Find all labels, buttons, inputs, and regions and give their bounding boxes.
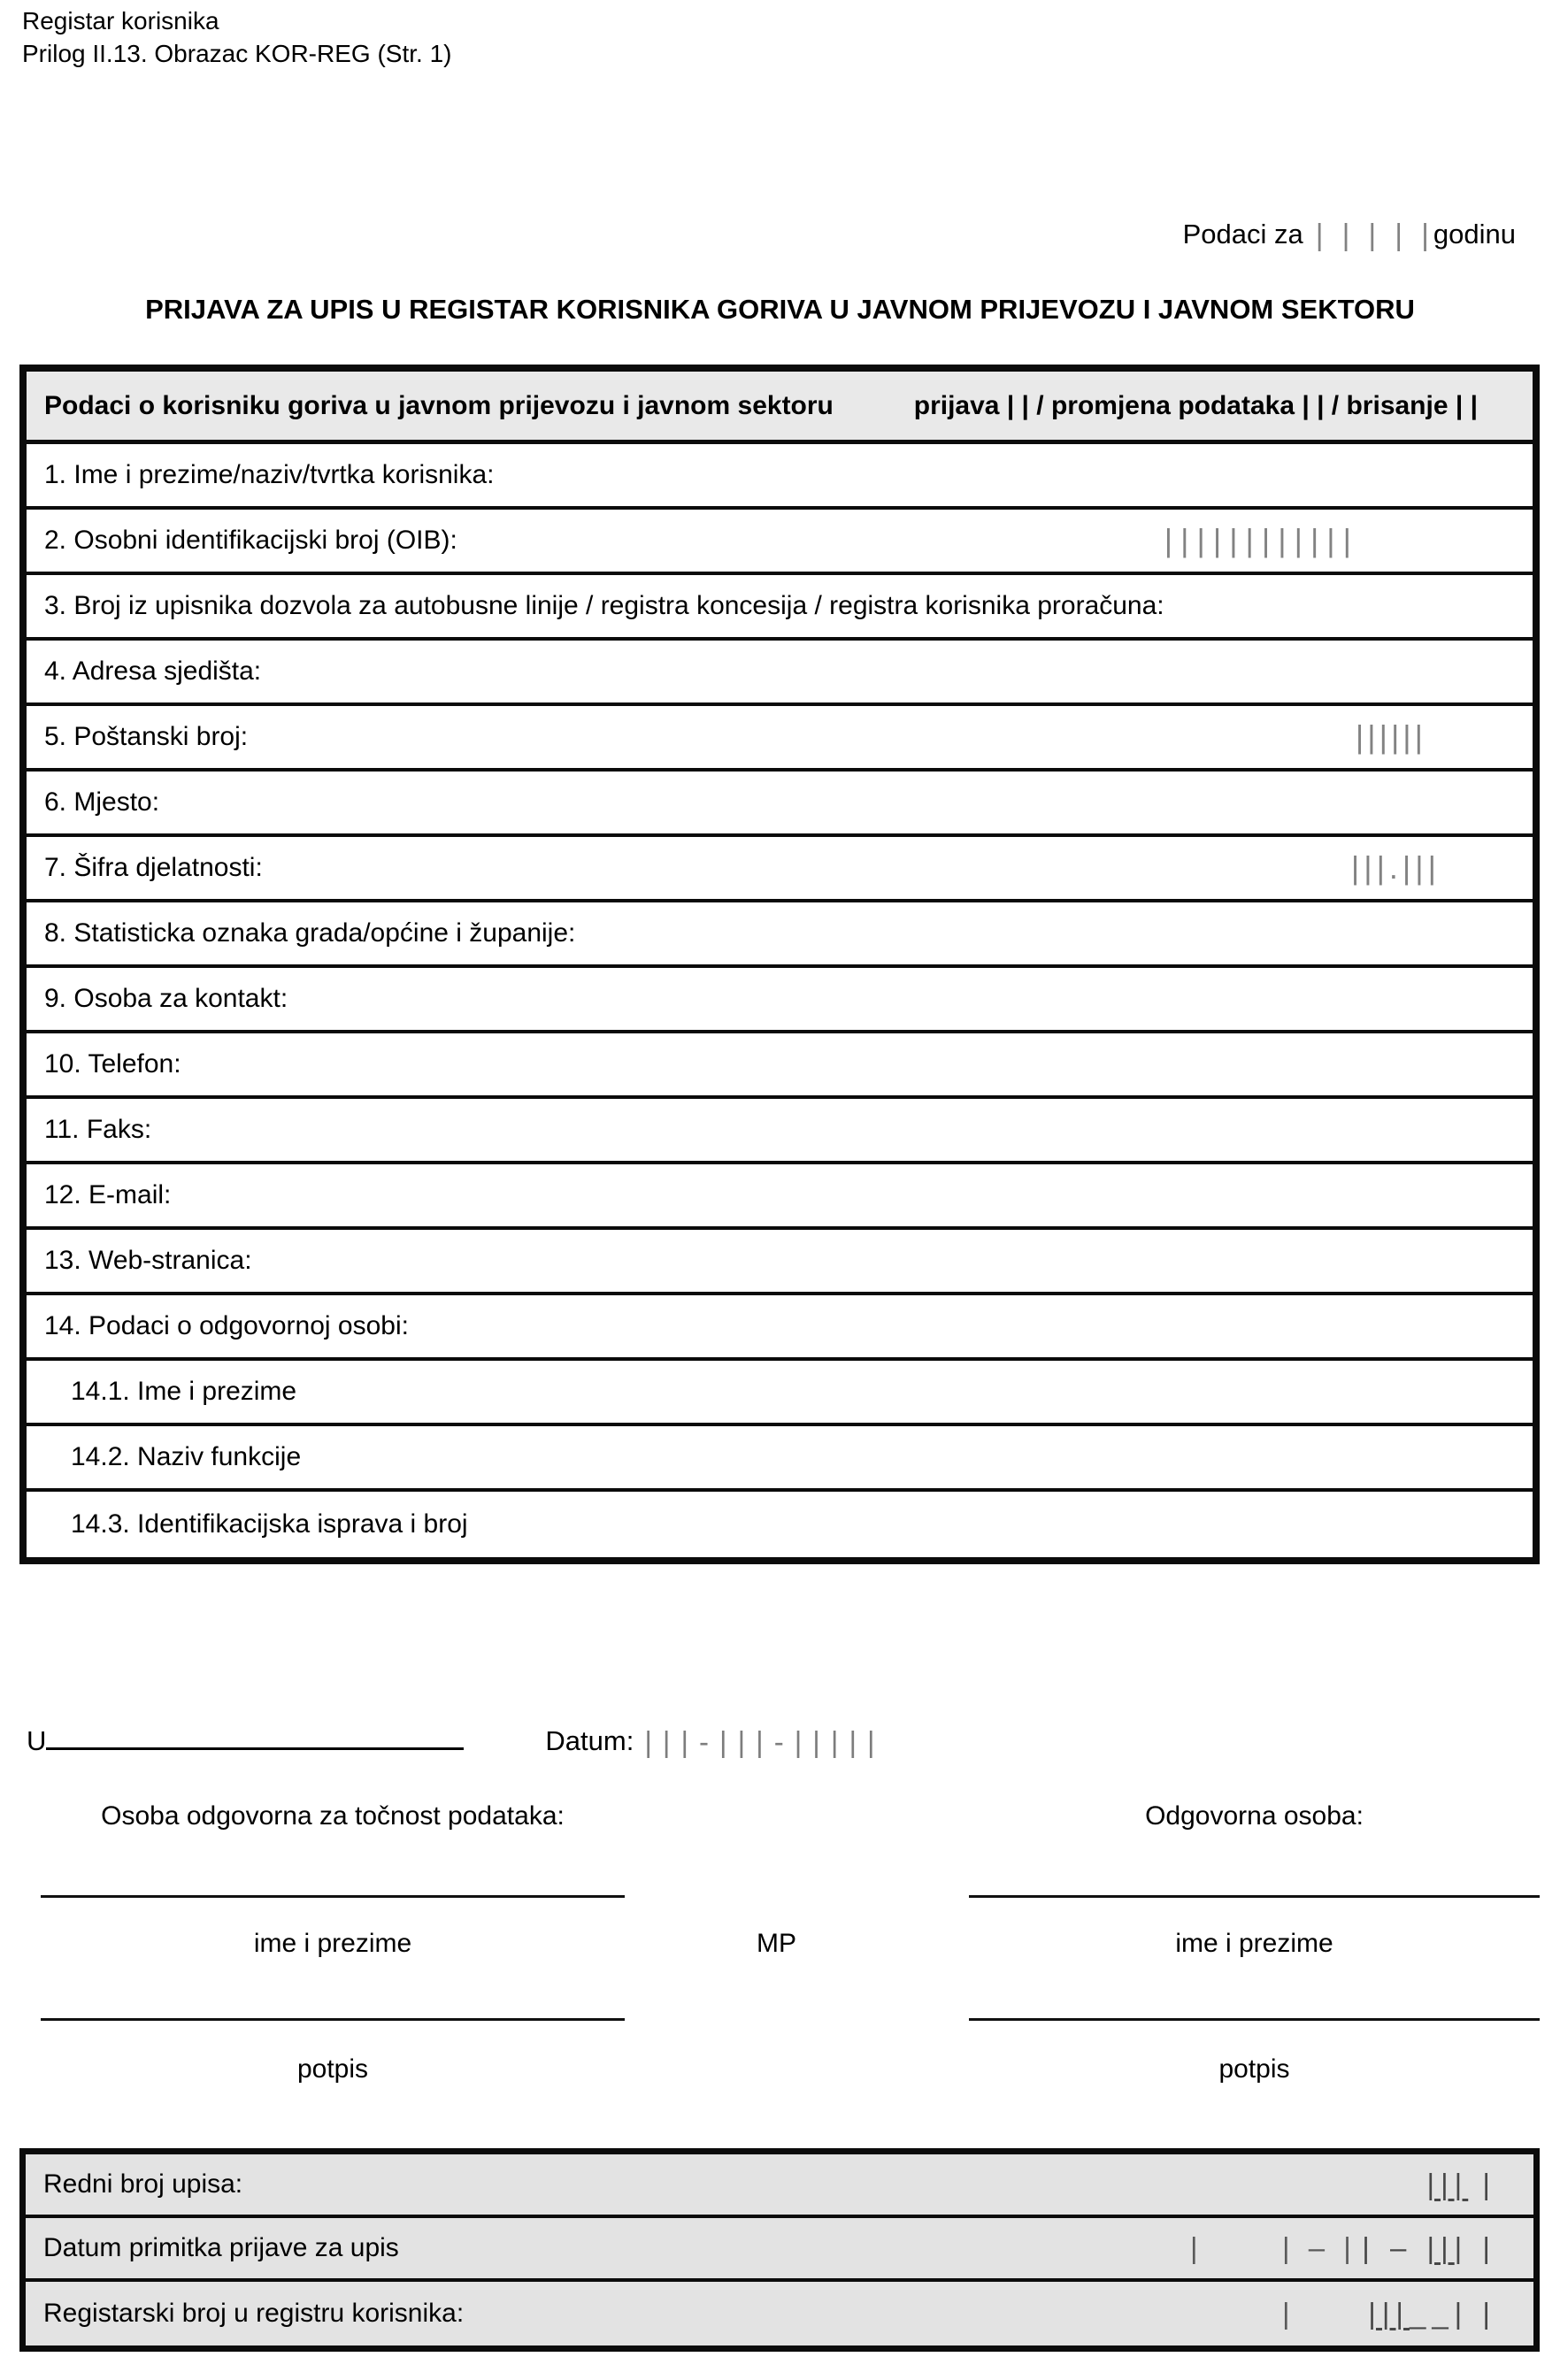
row-label-odgovorna-osoba: 14. Podaci o odgovornoj osobi:	[44, 1311, 409, 1340]
office-row-registarski-broj	[26, 2282, 1533, 2345]
responsible-person-heading: Odgovorna osoba:	[1145, 1801, 1364, 1831]
office-use-table	[19, 2148, 1540, 2352]
row-label-ime-naziv: 1. Ime i prezime/naziv/tvrtka korisnika:	[44, 460, 495, 489]
digit-boxes-sifra-djelatnosti: |||.|||	[1350, 849, 1441, 886]
place-date-line	[27, 1721, 886, 1759]
office-row-redni-broj-upisa	[26, 2154, 1533, 2218]
row-odgovorna-osoba	[27, 1295, 1533, 1361]
office-row-label-redni-broj-upisa: Redni broj upisa:	[43, 2169, 243, 2199]
row-osoba-za-kontakt	[27, 968, 1533, 1033]
year-line-suffix: godinu	[1433, 219, 1516, 250]
main-table-header-left: Podaci o korisniku goriva u javnom prijevozu i javnom sektoru	[44, 390, 834, 420]
row-broj-upisnika	[27, 575, 1533, 641]
office-boxes-mid2-registarski-broj: |	[1282, 2297, 1295, 2330]
row-ime-i-prezime	[27, 1361, 1533, 1426]
row-mjesto	[27, 772, 1533, 837]
main-table-header-right: prijava | | / promjena podataka | | / brisanje | |	[913, 390, 1478, 420]
place-prefix: U	[27, 1725, 47, 1756]
main-table	[19, 365, 1540, 1564]
row-oib	[27, 510, 1533, 575]
office-boxes-registarski-broj: |||__| |	[1368, 2297, 1496, 2330]
row-sifra-djelatnosti	[27, 837, 1533, 902]
row-label-statisticka-oznaka: 8. Statisticka oznaka grada/općine i županije:	[44, 918, 576, 948]
row-label-mjesto: 6. Mjesto:	[44, 787, 160, 817]
office-row-label-registarski-broj: Registarski broj u registru korisnika:	[43, 2299, 465, 2328]
row-label-naziv-funkcije: 14.2. Naziv funkcije	[71, 1442, 302, 1471]
row-label-oib: 2. Osobni identifikacijski broj (OIB):	[44, 526, 457, 555]
row-label-postanski-broj: 5. Poštanski broj:	[44, 722, 249, 751]
digit-boxes-oib: ||||||||||||	[1164, 522, 1359, 558]
office-use-table-rows	[26, 2154, 1533, 2345]
digit-boxes-postanski-broj: ||||||	[1355, 718, 1426, 755]
document-note	[22, 5, 451, 71]
row-email	[27, 1164, 1533, 1230]
row-telefon	[27, 1033, 1533, 1099]
note-line-prilog: Prilog II.13. Obrazac KOR-REG (Str. 1)	[22, 39, 452, 67]
row-label-identifikacijska-isprava: 14.3. Identifikacijska isprava i broj	[71, 1509, 468, 1539]
row-ime-naziv	[27, 444, 1533, 510]
date-digit-boxes: |||-|||-|||||	[644, 1725, 886, 1758]
row-naziv-funkcije	[27, 1426, 1533, 1492]
row-label-faks: 11. Faks:	[44, 1115, 152, 1144]
name-signature-line-left	[41, 1895, 625, 1898]
row-postanski-broj	[27, 706, 1533, 772]
row-label-sifra-djelatnosti: 7. Šifra djelatnosti:	[44, 853, 263, 882]
row-statisticka-oznaka	[27, 902, 1533, 968]
place-blank-line	[46, 1721, 464, 1750]
year-line	[0, 219, 1516, 253]
row-label-email: 12. E-mail:	[44, 1180, 172, 1209]
accuracy-person-heading: Osoba odgovorna za točnost podataka:	[101, 1801, 565, 1831]
date-label: Datum:	[545, 1725, 634, 1756]
signature-line-left	[41, 2018, 625, 2021]
office-boxes-datum-primitka: | – ||| |	[1362, 2231, 1496, 2264]
row-identifikacijska-isprava	[27, 1492, 1533, 1557]
office-boxes-redni-broj-upisa: ||| |	[1426, 2168, 1496, 2200]
year-digit-boxes: |||||	[1315, 219, 1448, 252]
office-row-label-datum-primitka: Datum primitka prijave za upis	[43, 2233, 399, 2262]
row-label-telefon: 10. Telefon:	[44, 1049, 181, 1079]
year-line-prefix: Podaci za	[1182, 219, 1303, 250]
signature-line-right	[969, 2018, 1540, 2021]
row-label-ime-i-prezime: 14.1. Ime i prezime	[71, 1377, 297, 1406]
office-boxes-mid1-datum-primitka: |	[1190, 2231, 1203, 2264]
name-label-left: ime i prezime	[253, 1929, 412, 1958]
row-web-stranica	[27, 1230, 1533, 1295]
row-label-web-stranica: 13. Web-stranica:	[44, 1246, 252, 1275]
form-title: PRIJAVA ZA UPIS U REGISTAR KORISNIKA GORIVA U JAVNOM PRIJEVOZU I JAVNOM SEKTORU	[145, 294, 1415, 325]
row-adresa	[27, 641, 1533, 706]
stamp-placeholder: MP	[757, 1929, 796, 1958]
note-line-registar: Registar korisnika	[22, 7, 219, 35]
office-boxes-mid2-datum-primitka: | – |	[1282, 2231, 1356, 2264]
main-table-header	[27, 372, 1533, 444]
signature-label-right: potpis	[1218, 2054, 1290, 2084]
row-label-osoba-za-kontakt: 9. Osoba za kontakt:	[44, 984, 288, 1013]
row-label-adresa: 4. Adresa sjedišta:	[44, 656, 262, 686]
name-label-right: ime i prezime	[1175, 1929, 1333, 1958]
office-row-datum-primitka	[26, 2218, 1533, 2282]
main-table-rows	[27, 444, 1533, 1557]
row-label-broj-upisnika: 3. Broj iz upisnika dozvola za autobusne linije / registra koncesija / registra korisnika proračuna:	[44, 591, 1164, 620]
signature-label-left: potpis	[296, 2054, 369, 2084]
row-faks	[27, 1099, 1533, 1164]
name-signature-line-right	[969, 1895, 1540, 1898]
